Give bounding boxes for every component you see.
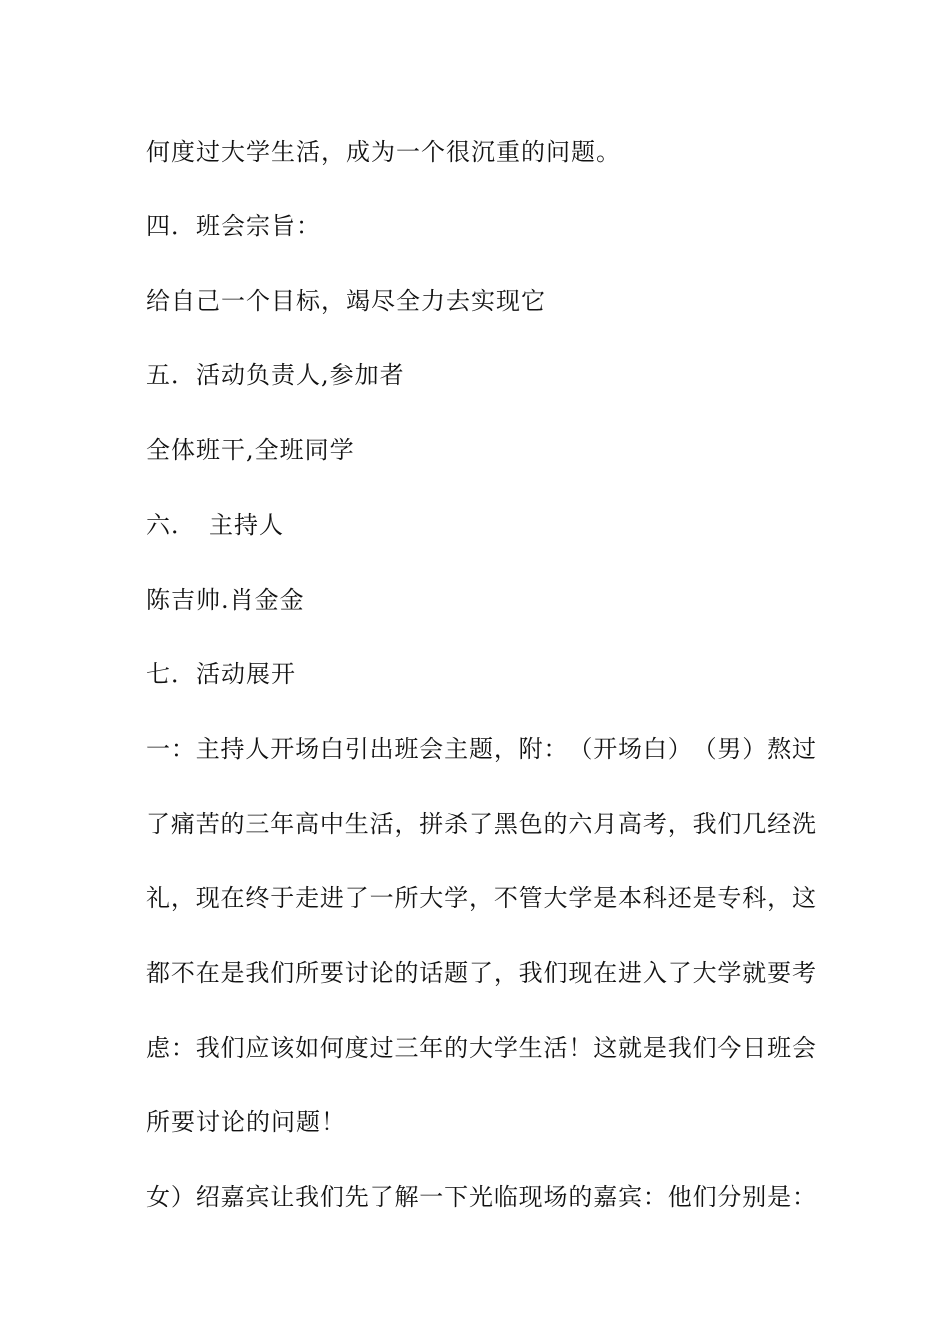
paragraph-line: 虑 ： 我 们 应 该 如 何 度 过 三 年 的 大 学 生 活 ！ 这 就 是 我 们 今 日 班 会 bbox=[146, 1034, 816, 1062]
section-heading-6: 六． 主持人 bbox=[146, 511, 284, 539]
paragraph-line: 何度过大学生活，成为一个很沉重的问题。 bbox=[146, 138, 621, 166]
paragraph-line: 陈吉帅.肖金金 bbox=[146, 586, 305, 614]
paragraph-line: 给自己一个目标，竭尽全力去实现它 bbox=[146, 287, 546, 315]
section-heading-4: 四．班会宗旨： bbox=[146, 212, 321, 240]
paragraph-line: 都 不 在 是 我 们 所 要 讨 论 的 话 题 了 ， 我 们 现 在 进 入 了 大 学 就 要 考 bbox=[146, 959, 816, 987]
paragraph-line: 全体班干,全班同学 bbox=[146, 436, 355, 464]
paragraph-line: 礼 ， 现 在 终 于 走 进 了 一 所 大 学 ， 不 管 大 学 是 本 科 还 是 专 科 ， 这 bbox=[146, 884, 816, 912]
section-heading-5: 五．活动负责人,参加者 bbox=[146, 361, 405, 389]
paragraph-line: 了 痛 苦 的 三 年 高 中 生 活 ， 拼 杀 了 黑 色 的 六 月 高 考 ， 我 们 几 经 洗 bbox=[146, 810, 816, 838]
paragraph-line: 女 ） 绍 嘉 宾 让 我 们 先 了 解 一 下 光 临 现 场 的 嘉 宾 ： 他 们 分 别 是 ： bbox=[146, 1183, 816, 1211]
section-heading-7: 七．活动展开 bbox=[146, 660, 296, 688]
paragraph-line: 所要讨论的问题！ bbox=[146, 1108, 346, 1136]
paragraph-line: 一 ： 主 持 人 开 场 白 引 出 班 会 主 题 ， 附 ： （ 开 场 白 ） （ 男 ） 熬 过 bbox=[146, 735, 816, 763]
